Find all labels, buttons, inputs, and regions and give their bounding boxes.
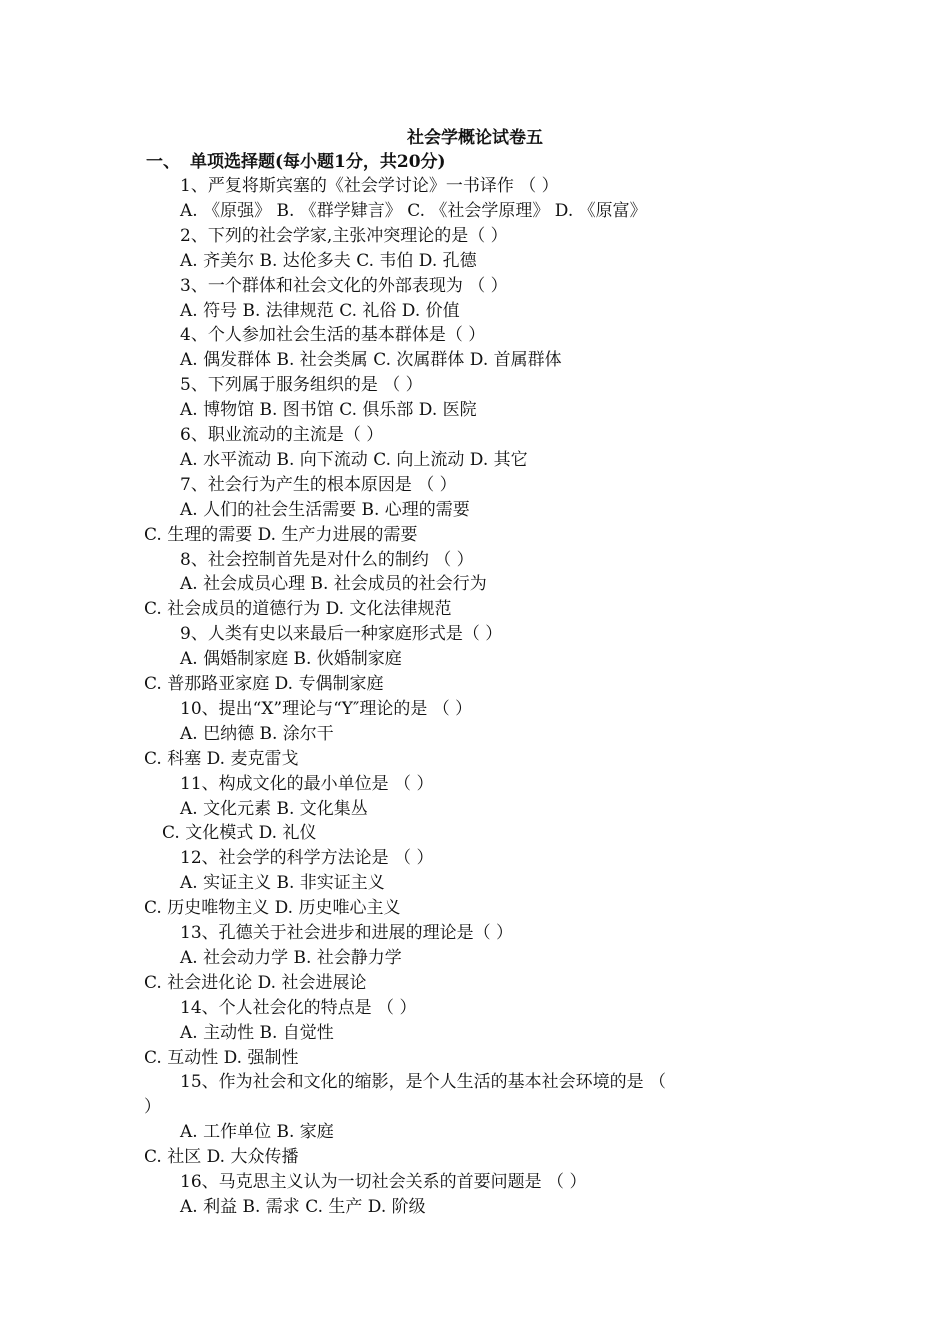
answer-options: ） [144,1097,161,1118]
question-stem: 5、下列属于服务组织的是 （ ） [180,375,423,396]
answer-options: A. 工作单位 B. 家庭 [180,1122,334,1143]
question-stem: 11、构成文化的最小单位是 （ ） [180,773,434,794]
section-number: 一、 [146,152,180,172]
answer-options: A. 符号 B. 法律规范 C. 礼俗 D. 价值 [180,300,460,321]
answer-options: A. 实证主义 B. 非实证主义 [180,873,385,894]
answer-options: A. 巴纳德 B. 涂尔干 [180,723,334,744]
answer-options: A. 偶婚制家庭 B. 伙婚制家庭 [180,649,402,670]
question-stem: 6、职业流动的主流是（ ） [180,425,384,445]
question-stem: 12、社会学的科学方法论是 （ ） [180,848,434,869]
answer-options: C. 社会进化论 D. 社会进展论 [144,972,367,993]
answer-options: A. 《原强》 B. 《群学肄言》 C. 《社会学原理》 D. 《原富》 [180,200,647,221]
question-stem: 3、一个群体和社会文化的外部表现为 （ ） [180,275,508,296]
answer-options: A. 文化元素 B. 文化集丛 [180,798,368,819]
answer-options: A. 利益 B. 需求 C. 生产 D. 阶级 [180,1196,426,1217]
answer-options: A. 博物馆 B. 图书馆 C. 俱乐部 D. 医院 [180,400,477,421]
answer-options: C. 普那路亚家庭 D. 专偶制家庭 [144,674,384,694]
question-stem: 14、个人社会化的特点是 （ ） [180,997,417,1018]
question-stem: 8、社会控制首先是对什么的制约 （ ） [180,549,474,570]
answer-options: A. 主动性 B. 自觉性 [180,1022,334,1043]
answer-options: A. 偶发群体 B. 社会类属 C. 次属群体 D. 首属群体 [180,350,562,371]
answer-options: A. 社会动力学 B. 社会静力学 [180,947,402,968]
question-stem: 7、社会行为产生的根本原因是 （ ） [180,474,457,495]
question-stem: 13、孔德关于社会进步和进展的理论是（ ） [180,923,514,943]
question-stem: 2、下列的社会学家,主张冲突理论的是（ ） [180,225,508,246]
document-title: 社会学概论试卷五 [407,128,543,148]
answer-options: C. 互动性 D. 强制性 [144,1047,299,1068]
question-stem: 9、人类有史以来最后一种家庭形式是（ ） [180,624,503,645]
answer-options: A. 水平流动 B. 向下流动 C. 向上流动 D. 其它 [180,449,528,470]
answer-options: C. 社区 D. 大众传播 [144,1147,299,1168]
question-stem: 4、个人参加社会生活的基本群体是（ ） [180,325,486,346]
answer-options: C. 社会成员的道德行为 D. 文化法律规范 [144,599,452,620]
answer-options: C. 文化模式 D. 礼仪 [162,823,317,844]
question-stem: 1、严复将斯宾塞的《社会学讨论》一书译作 （ ） [180,176,559,196]
question-stem: 16、马克思主义认为一切社会关系的首要问题是 （ ） [180,1172,587,1192]
section-heading [146,152,446,172]
answer-options: C. 历史唯物主义 D. 历史唯心主义 [144,898,401,919]
answer-options: A. 齐美尔 B. 达伦多夫 C. 韦伯 D. 孔德 [180,250,477,271]
answer-options: C. 生理的需要 D. 生产力进展的需要 [144,524,418,545]
section-title: 单项选择题(每小题1分，共20分) [190,152,446,172]
answer-options: C. 科塞 D. 麦克雷戈 [144,748,299,769]
answer-options: A. 人们的社会生活需要 B. 心理的需要 [180,499,470,520]
question-stem: 15、作为社会和文化的缩影，是个人生活的基本社会环境的是 （ [180,1072,667,1093]
question-stem: 10、提出“X”理论与“Y″理论的是 （ ） [180,698,473,719]
answer-options: A. 社会成员心理 B. 社会成员的社会行为 [180,574,487,595]
